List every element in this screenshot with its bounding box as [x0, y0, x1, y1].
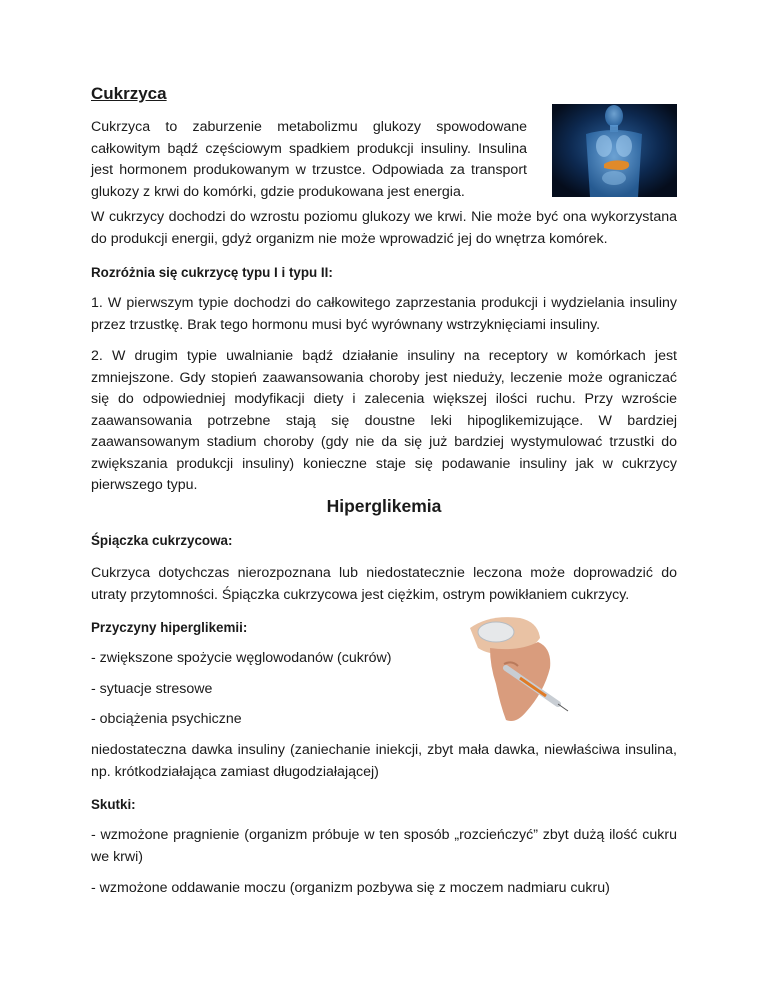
effect-item: - wzmożone oddawanie moczu (organizm pozbywa się z moczem nadmiaru cukru): [91, 880, 610, 896]
paragraph-coma: Cukrzyca dotychczas nierozpoznana lub niedostatecznie leczona może doprowadzić do utraty przytomności. Śpiączka cukrzycowa jest ciężkim, ostrym powikłaniem cukrzycy.: [91, 565, 677, 603]
page-title: Cukrzyca: [91, 84, 167, 103]
intro-paragraph: Cukrzyca to zaburzenie metabolizmu glukozy spowodowane całkowitym bądź częściowym spadkiem produkcji insuliny. Insulina jest hormonem produkowanym w trzustce. Odpowiada za transport glukozy z krwi do komórki, gdzie produkowana jest energia.: [91, 119, 527, 200]
insulin-injection-photo: [460, 608, 572, 726]
anatomy-illustration: [552, 104, 677, 197]
paragraph-type2: 2. W drugim typie uwalnianie bądź działanie insuliny na receptory w komórkach jest zmniejszone. Gdy stopień zaawansowania choroby jest nieduży, leczenie może ograniczać się do odpowiedniej modyfikacji diety i zalecenia większej ilości ruchu. Przy wzroście zaawansowania potrzebne stają się doustne leki hipoglikemizujące. W bardziej zaawansowanym stadium choroby (gdy nie da się już bardziej wystymulować trzustki do zwiększania produkcji insuliny) konieczne staje się podawanie insuliny jak w cukrzycy pierwszego typu.: [91, 348, 677, 493]
cause-item: - sytuacje stresowe: [91, 681, 213, 697]
coma-heading: Śpiączka cukrzycowa:: [91, 533, 233, 548]
cause-item: - zwiększone spożycie węglowodanów (cukrów): [91, 650, 392, 666]
effects-heading: Skutki:: [91, 797, 136, 812]
cause-item: - obciążenia psychiczne: [91, 711, 242, 727]
paragraph-glucose: W cukrzycy dochodzi do wzrostu poziomu glukozy we krwi. Nie może być ona wykorzystana do produkcji energii, gdyż organizm nie może wprowadzić jej do wnętrza komórek.: [91, 209, 677, 247]
section-heading-hyperglycemia: Hiperglikemia: [326, 496, 442, 516]
effect-item: - wzmożone pragnienie (organizm próbuje w ten sposób „rozcieńczyć” zbyt dużą ilość cukru we krwi): [91, 827, 677, 865]
types-heading: Rozróżnia się cukrzycę typu I i typu II:: [91, 265, 333, 280]
paragraph-insulin-dose: niedostateczna dawka insuliny (zaniechanie iniekcji, zbyt mała dawka, niewłaściwa insulina, np. krótkodziałająca zamiast długodziałającej): [91, 742, 677, 780]
paragraph-type1: 1. W pierwszym typie dochodzi do całkowitego zaprzestania produkcji i wydzielania insuliny przez trzustkę. Brak tego hormonu musi być wyrównany wstrzyknięciami insuliny.: [91, 295, 677, 333]
causes-heading: Przyczyny hiperglikemii:: [91, 620, 248, 635]
